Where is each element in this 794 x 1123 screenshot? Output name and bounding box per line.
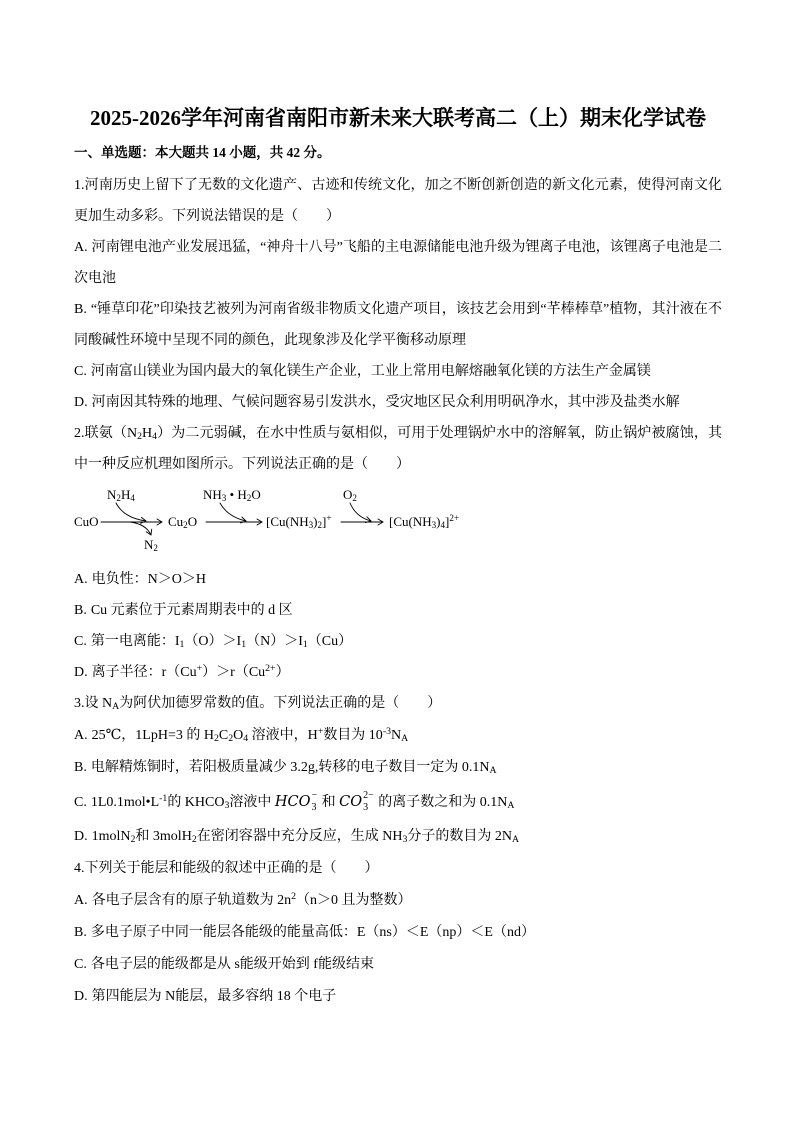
- subscript: 3: [402, 834, 408, 846]
- superscript: 2−: [363, 790, 374, 801]
- math-italic: HCO: [274, 794, 311, 810]
- option-label: B.: [74, 603, 87, 618]
- superscript: 2: [291, 891, 297, 903]
- question-1: [74, 170, 722, 418]
- option-label: A.: [74, 240, 88, 255]
- option-label: B.: [74, 925, 87, 940]
- option-text: 各电子层的能级都是从 s能级开始到 f能级结束: [90, 957, 374, 972]
- subscript: A: [112, 701, 120, 713]
- subscript: 2: [137, 431, 143, 443]
- subscript: 2: [130, 834, 136, 846]
- question-4: [74, 853, 722, 1013]
- option-label: D.: [74, 829, 88, 844]
- option-text: 各电子层含有的原子轨道数为 $2n^2(n>0$ 且为整数）: [91, 891, 412, 908]
- species-cu2o: $Cu_2O$: [168, 514, 198, 531]
- option-a: [74, 720, 722, 752]
- question-number: 1.: [74, 178, 85, 193]
- option-text: 河南富山镁业为国内最大的氧化镁生产企业，工业上常用电解熔融氧化镁的方法生产金属镁: [90, 364, 651, 379]
- option-a: [74, 564, 722, 595]
- option-text: 离子半径：$r(Cu^+)>r(Cu^{2+})$: [91, 663, 290, 680]
- option-text: 电解精炼铜时，若阳极质量减少 3.2g,转移的电子数目一定为 $0.1N_A$: [90, 760, 497, 777]
- option-label: B.: [74, 302, 87, 317]
- subscript: A: [489, 765, 497, 777]
- question-text: 河南历史上留下了无数的文化遗产、古迹和传统文化，加之不断创新创造的新文化元素，使得河南文化更加生动多彩。下列说法错误的是（ ）: [74, 178, 722, 224]
- question-group-3-4: [74, 688, 722, 1013]
- superscript: +: [317, 726, 324, 738]
- subscript: 3: [363, 802, 369, 813]
- option-label: C.: [74, 957, 87, 972]
- question-3: [74, 688, 722, 853]
- question-number: 2.: [74, 426, 85, 441]
- option-a: [74, 885, 722, 917]
- reagent-n2h4: $N_2H_4$: [107, 487, 135, 504]
- reagent-arrow-nh3-h2o: [220, 503, 246, 521]
- superscript: 2+: [449, 513, 460, 524]
- question-stem: [74, 170, 722, 232]
- subscript: 4: [130, 493, 135, 504]
- subscript: 2: [352, 493, 357, 504]
- sub-superscript: [312, 790, 318, 814]
- species-cu-nh3-2-complex: $[Cu(NH_3)_2]^+$: [266, 513, 332, 531]
- subscript: 4: [243, 733, 249, 745]
- superscript: −: [311, 790, 318, 801]
- option-text: 电负性：N＞O＞H: [91, 572, 206, 587]
- question-number: 4.: [74, 861, 85, 876]
- option-c: [74, 626, 722, 657]
- subscript: 1: [302, 639, 308, 651]
- option-label: B.: [74, 760, 87, 775]
- subscript: 3: [308, 520, 314, 531]
- superscript: +: [196, 663, 203, 675]
- option-a: [74, 232, 722, 294]
- species-cu-nh3-4-complex: $[Cu(NH_3)_4]^{2+}$: [389, 513, 460, 531]
- option-label: A.: [74, 893, 88, 908]
- subscript: 3: [431, 520, 437, 531]
- subscript: A: [507, 800, 515, 812]
- subscript: 2: [213, 733, 219, 745]
- option-label: A.: [74, 728, 88, 743]
- subscript: 3: [311, 802, 317, 813]
- math-italic: CO: [339, 794, 363, 810]
- option-label: D.: [74, 395, 88, 410]
- option-text: 第四能层为 N能层，最多容纳 18 个电子: [91, 989, 337, 1004]
- section-heading: 一、单选题：本大题共 14 小题，共 42 分。: [74, 145, 331, 160]
- byproduct-n2: $N_2$: [144, 537, 158, 554]
- reagent-o2: $O_2$: [343, 487, 357, 504]
- option-text: 河南因其特殊的地理、气候问题容易引发洪水，受灾地区民众利用明矾净水，其中涉及盐类水解: [91, 395, 680, 410]
- subscript: 2: [191, 834, 197, 846]
- question-group-1-2: [74, 170, 722, 688]
- subscript: 1: [241, 639, 247, 651]
- subscript: 2: [153, 543, 158, 554]
- subscript: 2: [116, 493, 121, 504]
- option-label: D.: [74, 989, 88, 1004]
- option-d: [74, 981, 722, 1013]
- option-d: [74, 387, 722, 418]
- option-label: A.: [74, 572, 88, 587]
- question-stem: [74, 853, 722, 885]
- exam-content: [74, 103, 722, 1013]
- reagent-arrow-n2h4: [116, 503, 146, 521]
- option-b: [74, 595, 722, 626]
- subscript: 4: [440, 520, 446, 531]
- question-stem: [74, 688, 722, 720]
- subscript: 2: [246, 493, 252, 504]
- option-text: 河南锂电池产业发展迅猛，“神舟十八号”飞船的主电源储能电池升级为锂离子电池，该锂离子电池是二次电池: [74, 240, 722, 286]
- superscript: -1: [159, 793, 168, 805]
- subscript: A: [511, 834, 520, 846]
- subscript: 4: [152, 431, 158, 443]
- subscript: 1: [179, 639, 185, 651]
- option-c: [74, 784, 722, 821]
- option-text: 多电子原子中同一能层各能级的能量高低：E（ns）＜E（np）＜E（nd）: [90, 925, 535, 940]
- question-2: [74, 418, 722, 688]
- option-label: C.: [74, 795, 87, 810]
- question-number: 3.: [74, 696, 85, 711]
- subscript: 2: [317, 520, 323, 531]
- option-b: [74, 917, 722, 949]
- question-text: 下列关于能层和能级的叙述中正确的是（ ）: [84, 861, 379, 876]
- subscript: 2: [228, 733, 234, 745]
- option-label: C.: [74, 364, 87, 379]
- superscript: 2+: [265, 663, 276, 675]
- superscript: +: [326, 513, 332, 524]
- reaction-mechanism-diagram: [74, 480, 722, 564]
- option-b: [74, 294, 722, 356]
- option-text: 1molN$_2$和 3molH$_2$在密闭容器中充分反应，生成 $NH_3$分子的数目为 $2N_A$: [91, 829, 520, 846]
- superscript: -3: [382, 726, 391, 738]
- option-text: $1L0.1mol•L^{-1}$的 $KHCO_3$溶液中 HCO − 3 和 CO 2− 3 的离子数之和为 $0.1N_A$: [90, 790, 515, 813]
- reagent-nh3-h2o: $NH_3$ • $H_2O$: [203, 487, 261, 504]
- question-stem: [74, 418, 722, 480]
- subscript: 3: [224, 800, 230, 812]
- option-d: [74, 657, 722, 688]
- option-d: [74, 821, 722, 853]
- subscript: A: [401, 733, 409, 745]
- species-cuo: CuO: [74, 514, 99, 529]
- option-c: [74, 356, 722, 387]
- option-text: Cu 元素位于元素周期表中的 d 区: [90, 603, 293, 618]
- option-b: [74, 752, 722, 784]
- option-text: “锤草印花”印染技艺被列为河南省级非物质文化遗产项目，该技艺会用到“芊棒棒草”植物，其汁液在不同酸碱性环境中呈现不同的颜色，此现象涉及化学平衡移动原理: [74, 302, 722, 348]
- option-label: D.: [74, 665, 88, 680]
- subscript: 3: [221, 493, 227, 504]
- option-c: [74, 949, 722, 981]
- subscript: 2: [183, 520, 188, 531]
- question-text: 设 $N_A$为阿伏加德罗常数的值。下列说法正确的是（ ）: [84, 696, 442, 713]
- option-text: 25℃，1LpH=3 的 $H_2C_2O_4$ 溶液中，H+数目为 $10^{-3}N_A$: [91, 726, 409, 745]
- option-label: C.: [74, 634, 87, 649]
- option-text: 第一电离能：$I_1(O)>I_1(N)>I_1(Cu)$: [90, 634, 353, 651]
- sub-superscript: [363, 790, 374, 814]
- question-text: 联氨$(N_2H_4)$为二元弱碱，在水中性质与氨相似，可用于处理锅炉水中的溶解氧，防止锅炉被腐蚀，其中一种反应机理如图所示。下列说法正确的是（ ）: [74, 426, 722, 472]
- exam-title: 2025-2026学年河南省南阳市新未来大联考高二（上）期末化学试卷: [90, 106, 706, 130]
